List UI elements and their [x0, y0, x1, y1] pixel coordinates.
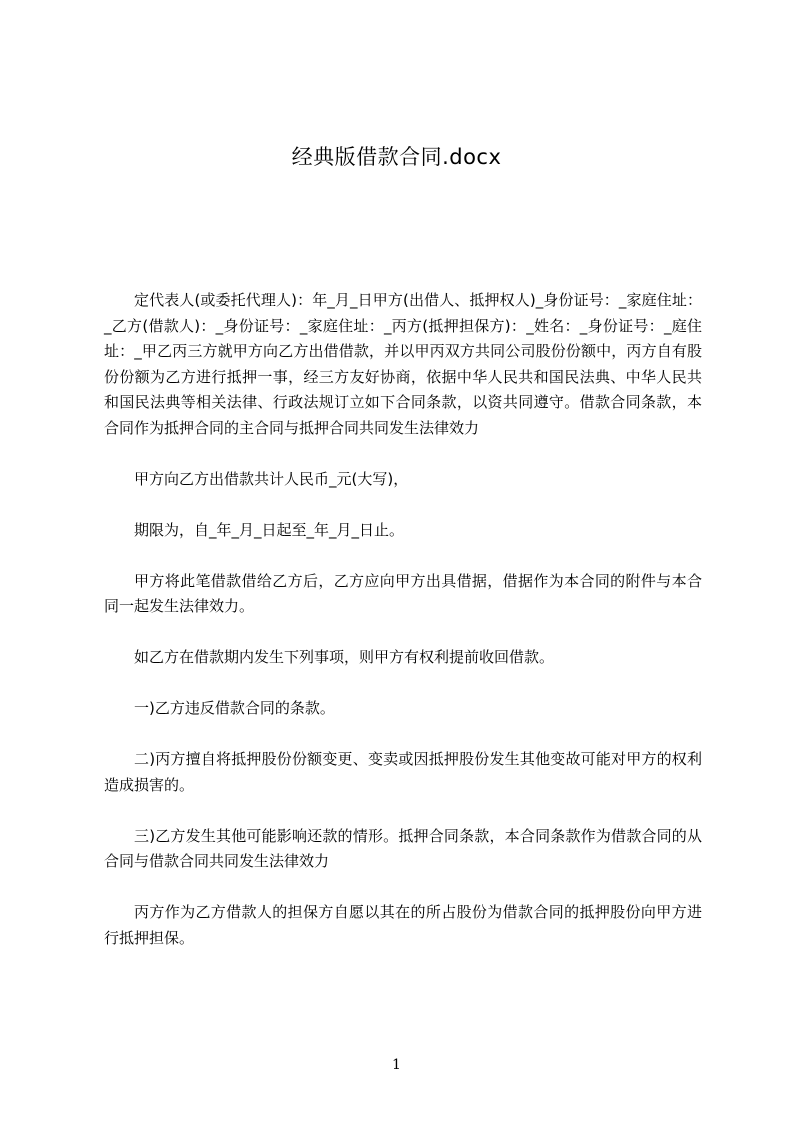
paragraph-item-2: 二)丙方擅自将抵押股份份额变更、变卖或因抵押股份发生其他变故可能对甲方的权利造成损害的。	[104, 750, 702, 794]
paragraph-parties: 定代表人(或委托代理人)：年_月_日甲方(出借人、抵押权人)_身份证号：_家庭住址：_乙方(借款人)：_身份证号：_家庭住址：_丙方(抵押担保方)：_姓名：_身份证号：_庭住址：_甲乙丙三方就甲方向乙方出借借款，并以甲丙双方共同公司股份份额中，丙方自有股份份额为乙方进行抵押一事，经三方友好协商，依据中华人民共和国民法典、中华人民共和国民法典等相关法律、行政法规订立如下合同条款，以资共同遵守。借款合同条款，本合同作为抵押合同的主合同与抵押合同共同发生法律效力	[104, 291, 702, 437]
paragraph-loan-amount: 甲方向乙方出借款共计人民币_元(大写)，	[134, 469, 409, 488]
page-number: 1	[392, 1057, 401, 1073]
document-body	[104, 288, 702, 951]
document-title: 经典版借款合同.docx	[291, 145, 502, 169]
paragraph-receipt: 甲方将此笔借款借给乙方后，乙方应向甲方出具借据，借据作为本合同的附件与本合同一起发生法律效力。	[104, 571, 702, 615]
paragraph-loan-term: 期限为，自_年_月_日起至_年_月_日止。	[134, 520, 405, 539]
paragraph-guarantee: 丙方作为乙方借款人的担保方自愿以其在的所占股份为借款合同的抵押股份向甲方进行抵押担保。	[104, 903, 702, 947]
paragraph-item-1: 一)乙方违反借款合同的条款。	[134, 699, 335, 717]
paragraph-item-3: 三)乙方发生其他可能影响还款的情形。抵押合同条款，本合同条款作为借款合同的从合同与借款合同共同发生法律效力	[104, 826, 702, 870]
paragraph-early-recall: 如乙方在借款期内发生下列事项，则甲方有权利提前收回借款。	[134, 648, 555, 666]
